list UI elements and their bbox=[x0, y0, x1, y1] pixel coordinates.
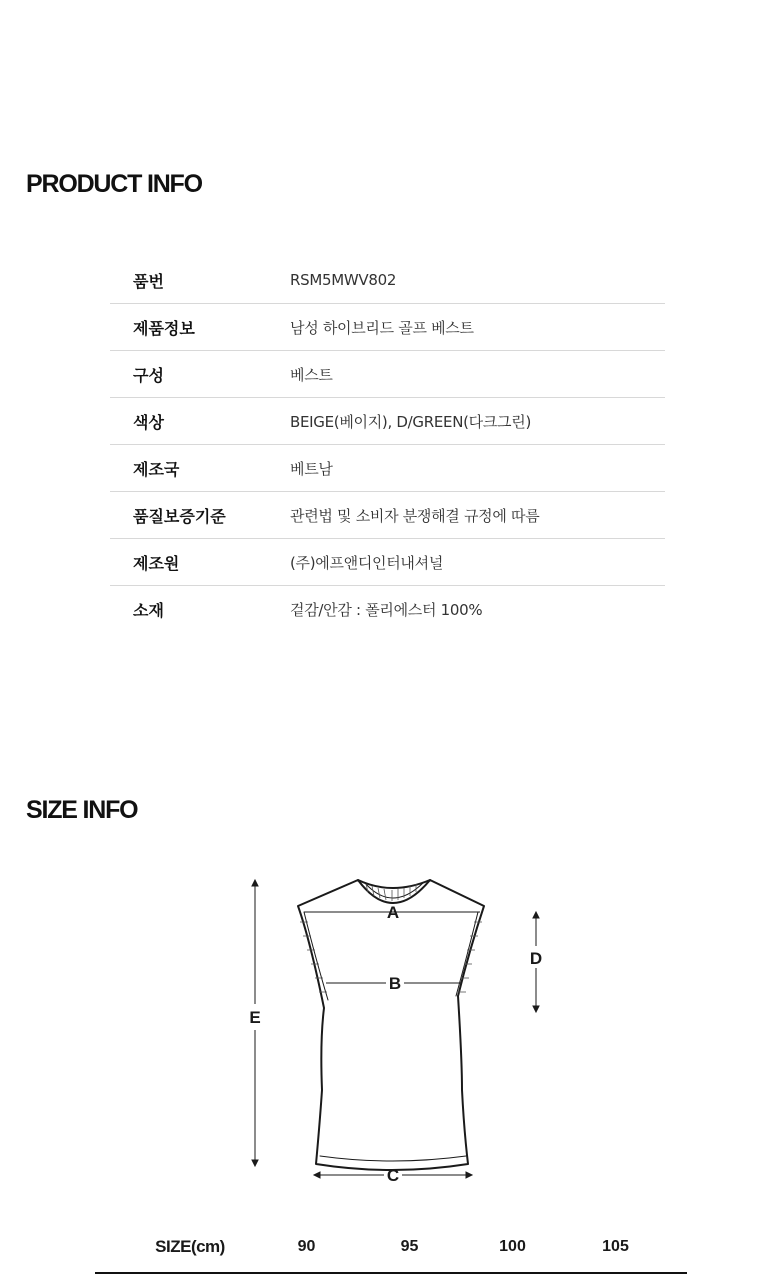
size-header-label: SIZE(cm) bbox=[155, 1237, 225, 1256]
info-value: 관련법 및 소비자 분쟁해결 규정에 따름 bbox=[290, 506, 540, 525]
info-value: 베트남 bbox=[290, 459, 333, 478]
measure-label-e: E bbox=[249, 1008, 261, 1027]
info-label: 품번 bbox=[133, 271, 164, 291]
size-column-header: 95 bbox=[400, 1238, 419, 1255]
info-value: 남성 하이브리드 골프 베스트 bbox=[290, 318, 474, 337]
measure-label-c: C bbox=[386, 1166, 400, 1185]
info-label: 제조원 bbox=[133, 553, 180, 573]
measure-label-d: D bbox=[529, 949, 543, 968]
info-label: 구성 bbox=[133, 365, 164, 385]
info-label: 제품정보 bbox=[133, 318, 195, 338]
info-label: 품질보증기준 bbox=[133, 506, 226, 526]
info-value: 베스트 bbox=[290, 365, 333, 384]
info-row bbox=[110, 351, 665, 398]
measure-label-a: A bbox=[386, 903, 400, 922]
info-label: 소재 bbox=[133, 600, 164, 620]
product-info-table bbox=[110, 257, 665, 632]
size-diagram bbox=[240, 870, 560, 1190]
info-value: RSM5MWV802 bbox=[290, 271, 397, 289]
size-column-header: 100 bbox=[499, 1238, 526, 1255]
info-row bbox=[110, 492, 665, 539]
size-column-header: 90 bbox=[297, 1238, 316, 1255]
size-info-title: SIZE INFO bbox=[26, 796, 138, 824]
info-value: BEIGE(베이지), D/GREEN(다크그린) bbox=[290, 412, 531, 431]
measure-label-b: B bbox=[388, 974, 402, 993]
info-row bbox=[110, 304, 665, 351]
size-column-header: 105 bbox=[602, 1238, 629, 1255]
info-row bbox=[110, 539, 665, 586]
info-row bbox=[110, 398, 665, 445]
info-value: (주)에프앤디인터내셔널 bbox=[290, 553, 444, 572]
product-info-title: PRODUCT INFO bbox=[26, 170, 202, 198]
info-value: 겉감/안감 : 폴리에스터 100% bbox=[290, 600, 483, 619]
vest-outline-icon bbox=[240, 870, 560, 1190]
info-label: 제조국 bbox=[133, 459, 180, 479]
size-table bbox=[95, 1232, 687, 1274]
info-label: 색상 bbox=[133, 412, 164, 432]
size-table-header bbox=[95, 1232, 687, 1262]
info-row bbox=[110, 445, 665, 492]
info-row bbox=[110, 257, 665, 304]
info-row bbox=[110, 586, 665, 632]
